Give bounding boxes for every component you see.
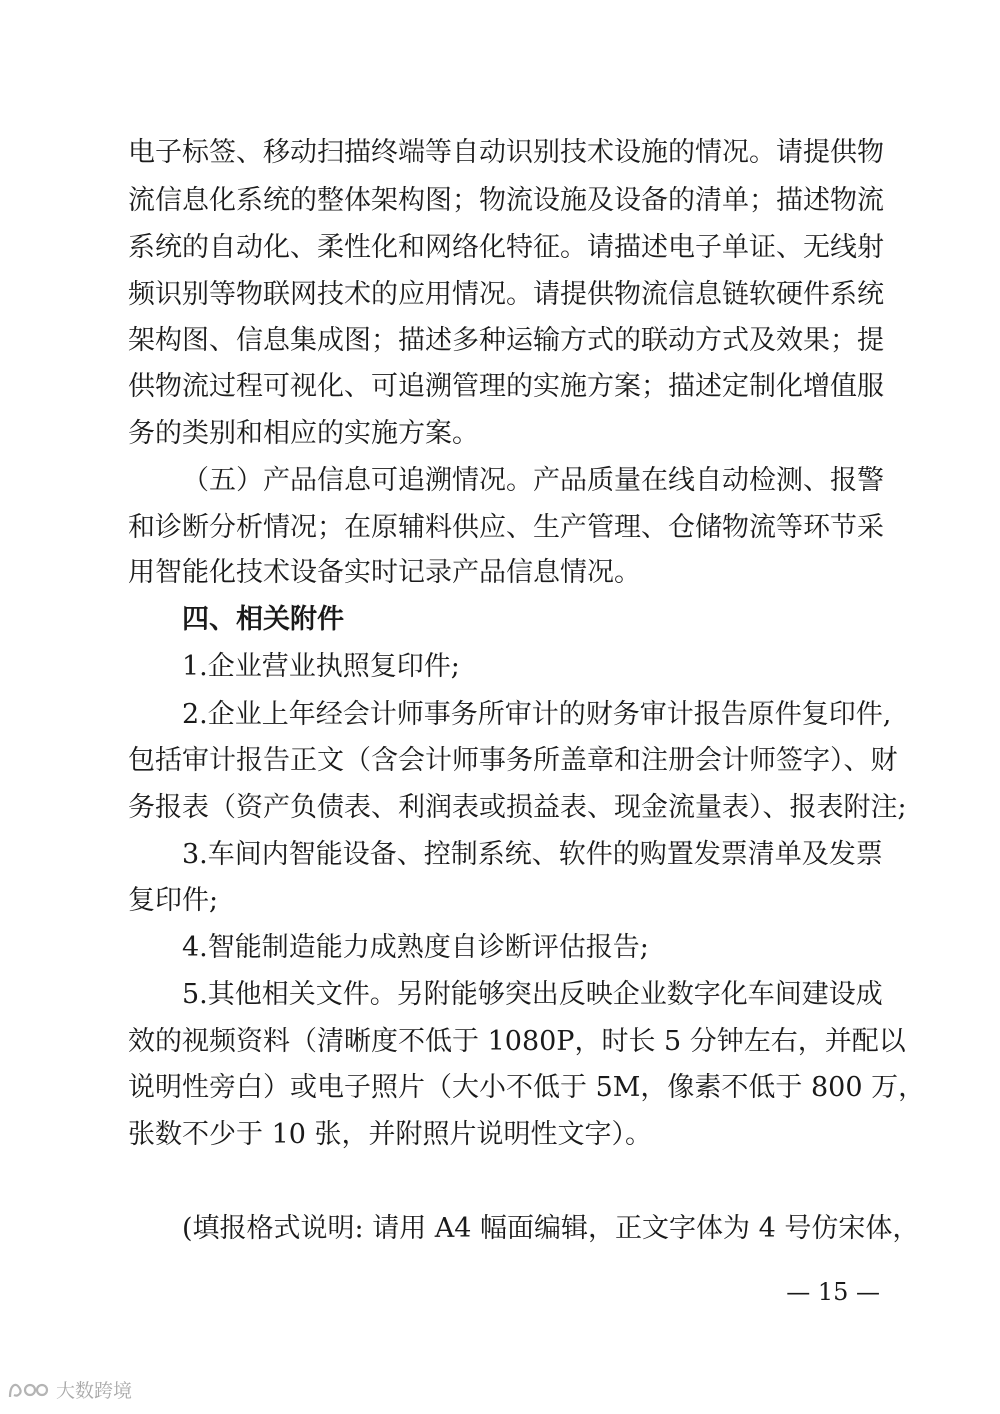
body-text-line: 系统的自动化、柔性化和网络化特征。请描述电子单证、无线射: [128, 232, 884, 263]
format-note: (填报格式说明: 请用 A4 幅面编辑，正文字体为 4 号仿宋体，: [182, 1213, 920, 1244]
body-text-line: 流信息化系统的整体架构图；物流设施及设备的清单；描述物流: [128, 185, 884, 216]
section-heading-attachments: 四、相关附件: [182, 604, 344, 635]
attachment-item-2: 2.企业上年经会计师事务所审计的财务审计报告原件复印件,: [182, 699, 892, 730]
body-text-line: 频识别等物联网技术的应用情况。请提供物流信息链软硬件系统: [128, 279, 884, 310]
body-text-line: 务报表（资产负债表、利润表或损益表、现金流量表）、报表附注;: [128, 792, 907, 823]
attachment-item-5: 5.其他相关文件。另附能够突出反映企业数字化车间建设成: [182, 979, 883, 1010]
body-text-line: 复印件;: [128, 885, 219, 916]
section-five-paragraph: （五）产品信息可追溯情况。产品质量在线自动检测、报警: [182, 465, 884, 496]
body-text-line: 和诊断分析情况；在原辅料供应、生产管理、仓储物流等环节采: [128, 512, 884, 543]
body-text-line: 用智能化技术设备实时记录产品信息情况。: [128, 557, 641, 588]
body-text-line: 务的类别和相应的实施方案。: [128, 418, 479, 449]
watermark-logo-icon: [6, 1377, 50, 1401]
body-text-line: 架构图、信息集成图；描述多种运输方式的联动方式及效果；提: [128, 325, 884, 356]
body-text-line: 效的视频资料（清晰度不低于 1080P，时长 5 分钟左右，并配以: [128, 1026, 906, 1057]
body-text-line: 张数不少于 10 张，并附照片说明性文字）。: [128, 1119, 653, 1150]
attachment-item-1: 1.企业营业执照复印件;: [182, 651, 460, 682]
body-text-line: 供物流过程可视化、可追溯管理的实施方案；描述定制化增值服: [128, 371, 884, 402]
attachment-item-3: 3.车间内智能设备、控制系统、软件的购置发票清单及发票: [182, 839, 883, 870]
attachment-item-4: 4.智能制造能力成熟度自诊断评估报告;: [182, 932, 649, 963]
page-number: — 15 —: [786, 1278, 880, 1306]
body-text-line: 电子标签、移动扫描终端等自动识别技术设施的情况。请提供物: [128, 137, 884, 168]
watermark: [6, 1374, 132, 1404]
body-text-line: 说明性旁白）或电子照片（大小不低于 5M，像素不低于 800 万，: [128, 1072, 926, 1103]
body-text-line: 包括审计报告正文（含会计师事务所盖章和注册会计师签字）、财: [128, 745, 898, 776]
watermark-text: 大数跨境: [56, 1379, 133, 1402]
